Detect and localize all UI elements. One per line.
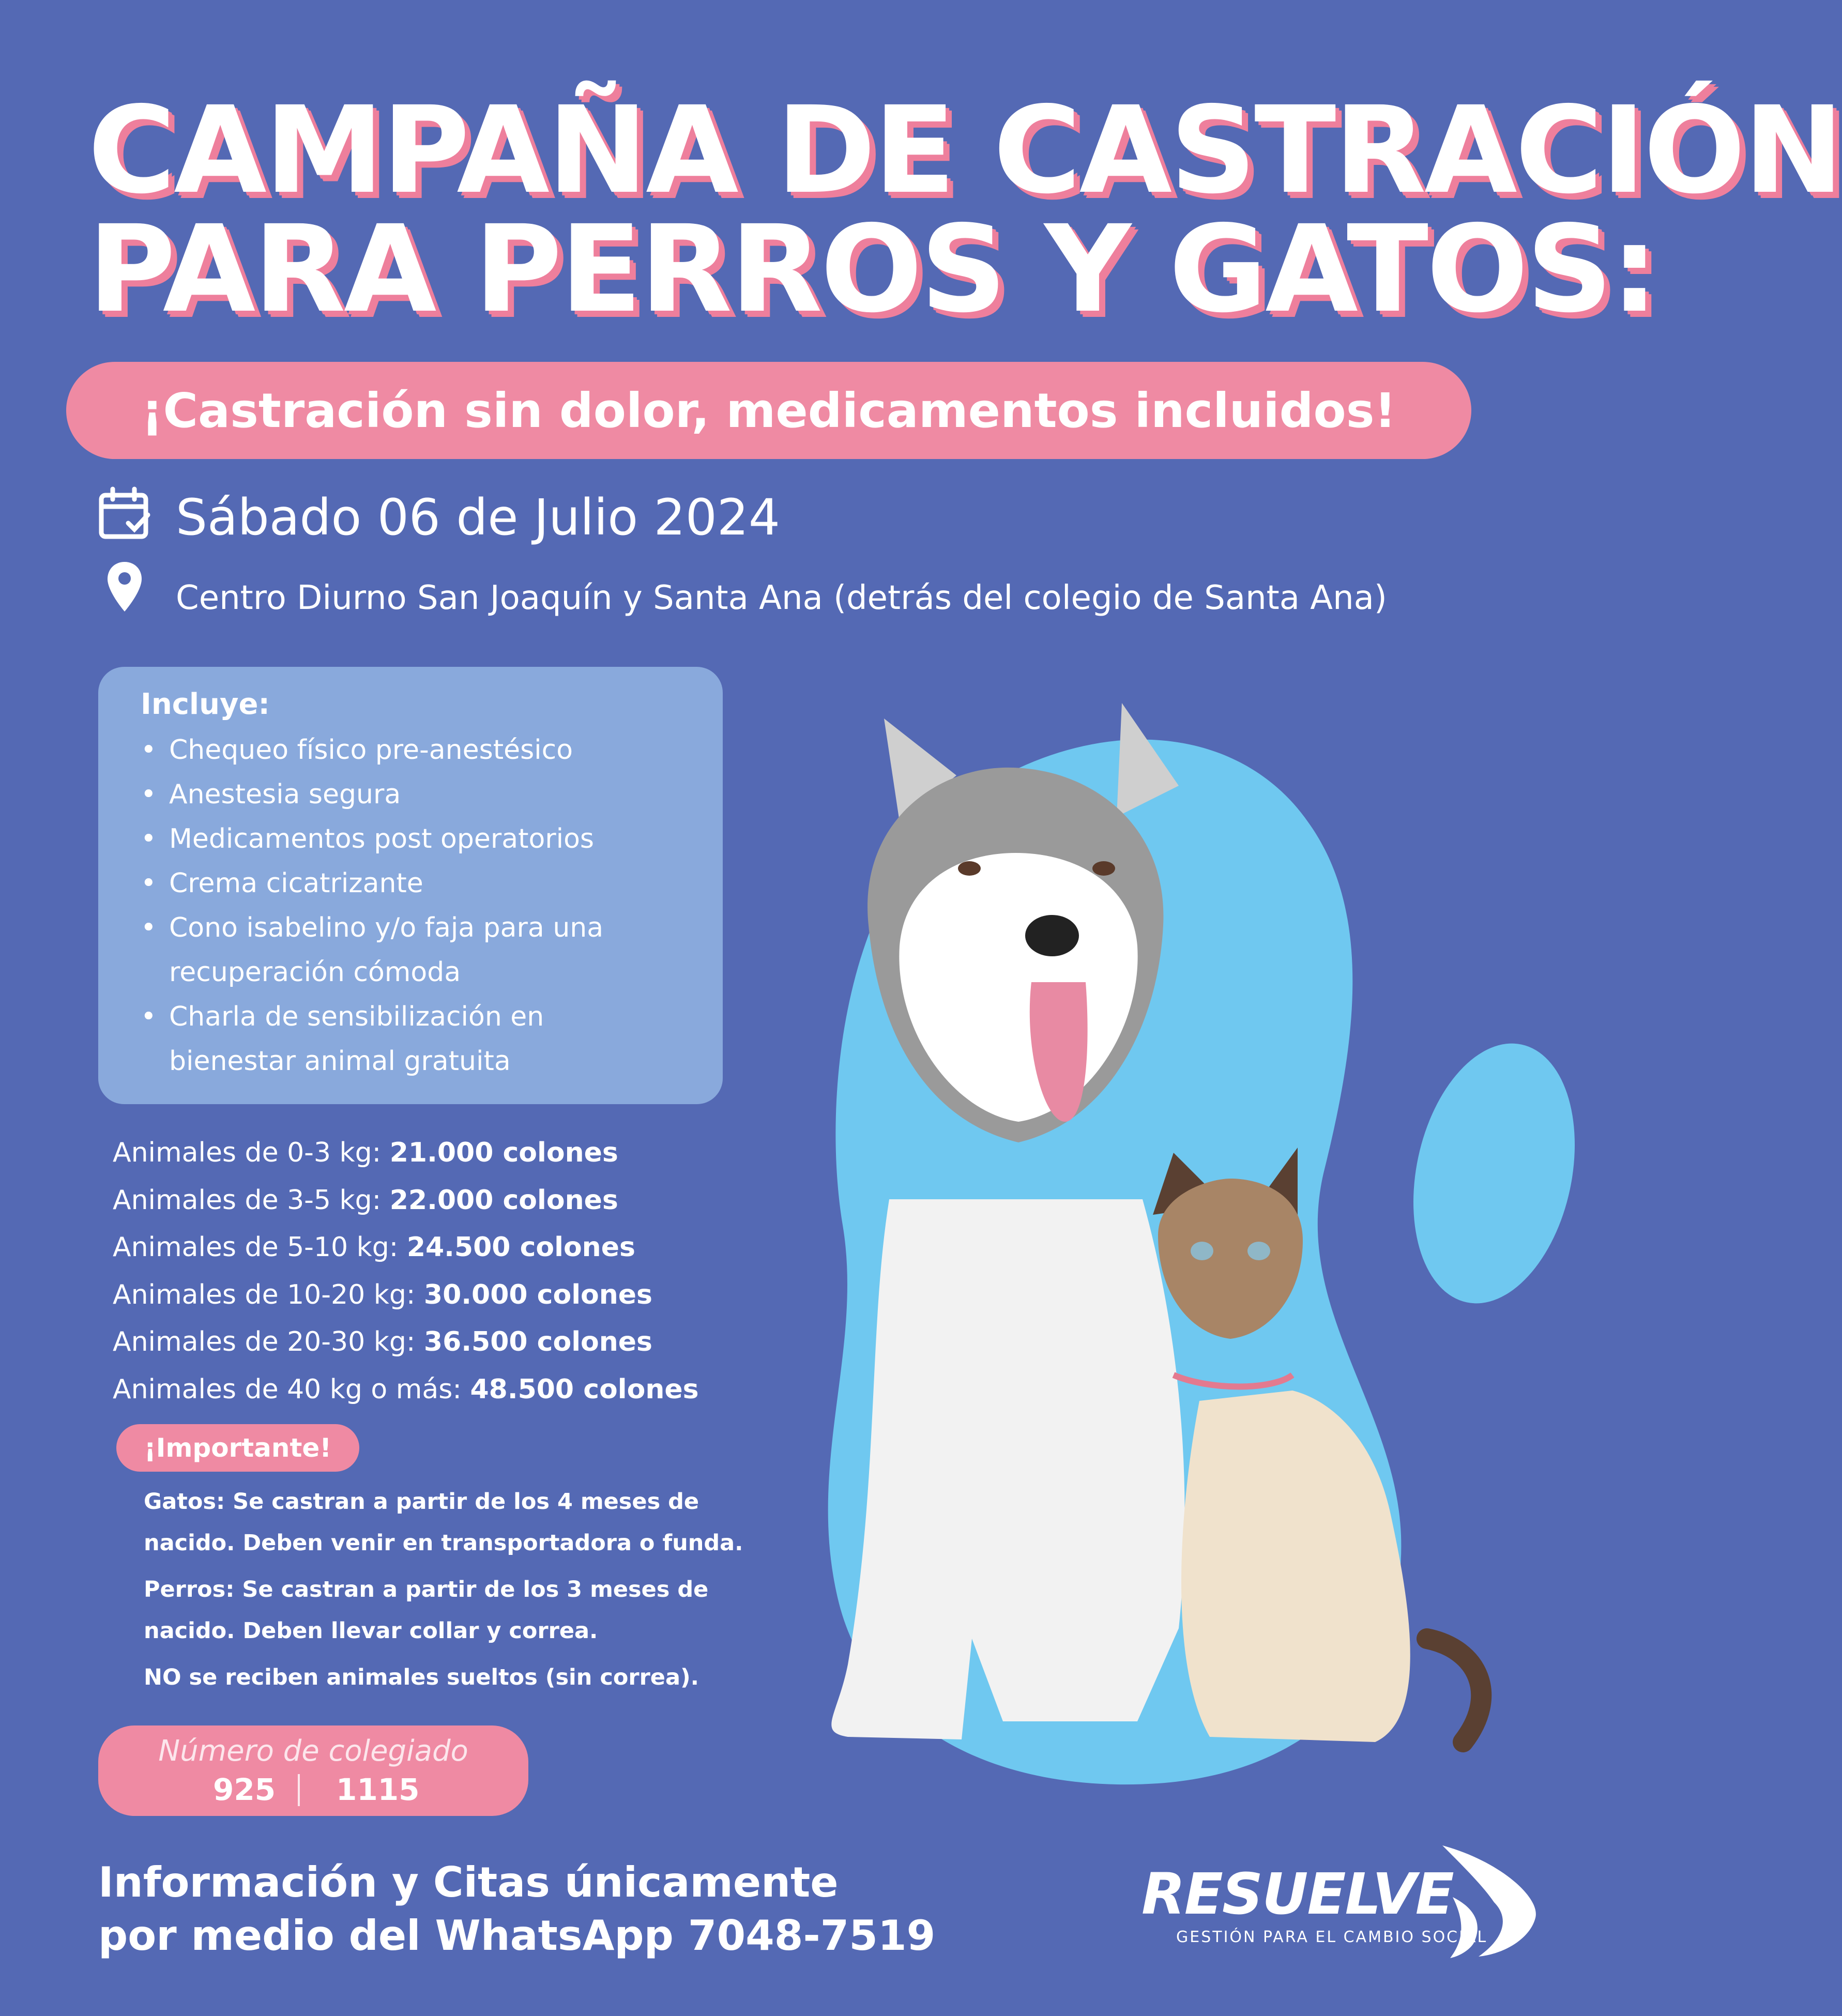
price-list xyxy=(113,1129,699,1413)
price-row: Animales de 0-3 kg: 21.000 colones xyxy=(113,1137,618,1168)
pet-illustration xyxy=(713,656,1587,1814)
calendar-icon xyxy=(97,486,154,543)
price-row: Animales de 20-30 kg: 36.500 colones xyxy=(113,1326,652,1357)
price-row: Animales de 5-10 kg: 24.500 colones xyxy=(113,1232,635,1263)
title-line-2: PARA PERROS Y GATOS: xyxy=(88,200,1657,339)
price-row: Animales de 40 kg o más: 48.500 colones xyxy=(113,1373,699,1405)
important-badge: ¡Importante! xyxy=(116,1424,359,1472)
small-blue-blob xyxy=(1391,1028,1597,1318)
colegiado-number-2: 1115 xyxy=(336,1772,420,1807)
divider xyxy=(298,1774,300,1806)
contact-info: Información y Citas únicamente por medio del WhatsApp 7048-7519 xyxy=(98,1858,936,1960)
list-item: • Anestesia segura xyxy=(141,772,709,817)
note-dogs: Perros: Se castran a partir de los 3 meses de nacido. Deben llevar collar y correa. xyxy=(144,1577,709,1644)
note-loose-animals: NO se reciben animales sueltos (sin correa). xyxy=(144,1664,699,1690)
note-cats: Gatos: Se castran a partir de los 4 meses de nacido. Deben venir en transportadora o funda. xyxy=(144,1489,743,1556)
location-pin-icon xyxy=(106,561,143,613)
resuelve-logo-text: RESUELVE xyxy=(1141,1861,1453,1927)
event-date: Sábado 06 de Julio 2024 xyxy=(176,488,780,546)
highlight-banner xyxy=(66,362,1471,459)
price-row: Animales de 10-20 kg: 30.000 colones xyxy=(113,1279,652,1310)
event-location: Centro Diurno San Joaquín y Santa Ana (detrás del colegio de Santa Ana) xyxy=(176,579,1387,617)
title-line-1: CAMPAÑA DE CASTRACIÓN xyxy=(88,81,1842,220)
colegiado-label: Número de colegiado xyxy=(158,1734,468,1768)
list-item: • Cono isabelino y/o faja para una recuperación cómoda xyxy=(141,906,665,995)
resuelve-tagline: GESTIÓN PARA EL CAMBIO SOCIAL xyxy=(1176,1928,1488,1946)
includes-list xyxy=(141,728,709,1083)
price-row: Animales de 3-5 kg: 22.000 colones xyxy=(113,1184,618,1216)
highlight-text: ¡Castración sin dolor, medicamentos incluidos! xyxy=(141,383,1396,438)
list-item: • Medicamentos post operatorios xyxy=(141,817,709,861)
colegiado-number-1: 925 xyxy=(213,1772,276,1807)
list-item: • Charla de sensibilización en bienestar animal gratuita xyxy=(141,995,614,1083)
list-item: • Chequeo físico pre-anestésico xyxy=(141,728,709,772)
list-item: • Crema cicatrizante xyxy=(141,861,709,906)
important-notes xyxy=(144,1481,764,1703)
includes-title: Incluye: xyxy=(141,688,270,721)
